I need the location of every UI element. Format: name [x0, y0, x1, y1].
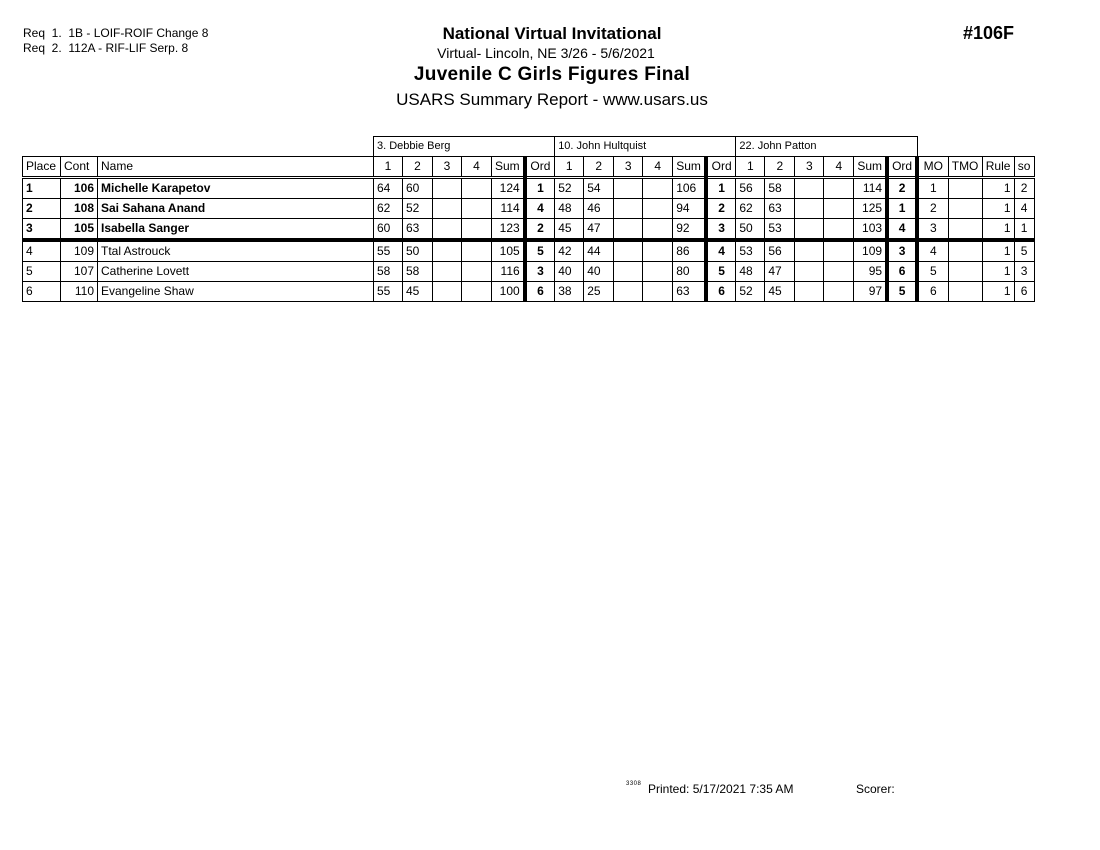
name-cell: Michelle Karapetov — [98, 178, 374, 199]
col-place: Place — [23, 157, 61, 178]
score-4-cell — [824, 178, 854, 199]
rule-cell: 1 — [982, 262, 1014, 282]
col-mo: MO — [917, 157, 948, 178]
col-so: so — [1014, 157, 1034, 178]
col-j1-ord: Ord — [525, 157, 555, 178]
cont-cell: 106 — [61, 178, 98, 199]
score-1-cell: 45 — [555, 219, 584, 241]
rule-cell: 1 — [982, 240, 1014, 262]
score-2-cell: 46 — [584, 199, 614, 219]
mo-cell: 2 — [917, 199, 948, 219]
score-4-cell — [462, 262, 492, 282]
place-cell: 4 — [23, 240, 61, 262]
score-2-cell: 47 — [584, 219, 614, 241]
judge-header-row — [23, 137, 1035, 157]
col-j2-ord: Ord — [706, 157, 736, 178]
table-row — [23, 199, 1035, 219]
col-j1-s2: 2 — [403, 157, 433, 178]
score-2-cell: 44 — [584, 240, 614, 262]
competition-title: National Virtual Invitational — [442, 24, 662, 43]
score-3-cell — [614, 178, 643, 199]
score-3-cell — [614, 219, 643, 241]
table-row — [23, 219, 1035, 241]
rule-cell: 1 — [982, 219, 1014, 241]
so-cell: 5 — [1014, 240, 1034, 262]
score-3-cell — [795, 199, 824, 219]
score-2-cell: 63 — [765, 199, 795, 219]
place-cell: 6 — [23, 282, 61, 302]
col-j2-s4: 4 — [643, 157, 673, 178]
cont-cell: 108 — [61, 199, 98, 219]
event-name: Juvenile C Girls Figures Final — [413, 64, 691, 85]
sum-cell: 100 — [492, 282, 525, 302]
requirement-2: Req 2. 112A - RIF-LIF Serp. 8 — [23, 41, 189, 55]
score-2-cell: 63 — [403, 219, 433, 241]
printed-timestamp: Printed: 5/17/2021 7:35 AM — [648, 782, 794, 796]
cont-cell: 110 — [61, 282, 98, 302]
mo-cell: 1 — [917, 178, 948, 199]
col-j3-s1: 1 — [736, 157, 765, 178]
col-j1-sum: Sum — [492, 157, 525, 178]
score-1-cell: 64 — [374, 178, 403, 199]
sum-cell: 97 — [854, 282, 887, 302]
name-cell: Ttal Astrouck — [98, 240, 374, 262]
tmo-cell — [948, 282, 982, 302]
score-2-cell: 54 — [584, 178, 614, 199]
score-3-cell — [614, 199, 643, 219]
ordinal-cell: 2 — [706, 199, 736, 219]
sum-cell: 92 — [673, 219, 706, 241]
ordinal-cell: 5 — [525, 240, 555, 262]
score-4-cell — [643, 262, 673, 282]
score-3-cell — [795, 282, 824, 302]
rule-cell: 1 — [982, 199, 1014, 219]
sum-cell: 116 — [492, 262, 525, 282]
col-cont: Cont — [61, 157, 98, 178]
judge-1-name: 3. Debbie Berg — [374, 137, 555, 157]
score-2-cell: 45 — [765, 282, 795, 302]
so-cell: 3 — [1014, 262, 1034, 282]
judge-2-name: 10. John Hultquist — [555, 137, 736, 157]
mo-cell: 5 — [917, 262, 948, 282]
place-cell: 1 — [23, 178, 61, 199]
tmo-cell — [948, 199, 982, 219]
ordinal-cell: 3 — [706, 219, 736, 241]
mo-cell: 3 — [917, 219, 948, 241]
score-4-cell — [824, 262, 854, 282]
judge-3-name: 22. John Patton — [736, 137, 917, 157]
col-name: Name — [98, 157, 374, 178]
col-tmo: TMO — [948, 157, 982, 178]
score-1-cell: 38 — [555, 282, 584, 302]
score-4-cell — [462, 199, 492, 219]
col-rule: Rule — [982, 157, 1014, 178]
score-4-cell — [824, 219, 854, 241]
score-2-cell: 52 — [403, 199, 433, 219]
col-j2-s1: 1 — [555, 157, 584, 178]
score-4-cell — [462, 219, 492, 241]
ordinal-cell: 1 — [887, 199, 917, 219]
score-4-cell — [824, 199, 854, 219]
ordinal-cell: 6 — [887, 262, 917, 282]
mo-cell: 4 — [917, 240, 948, 262]
ordinal-cell: 4 — [887, 219, 917, 241]
tmo-cell — [948, 178, 982, 199]
score-3-cell — [795, 240, 824, 262]
score-1-cell: 52 — [736, 282, 765, 302]
score-2-cell: 58 — [403, 262, 433, 282]
event-number: #106F — [963, 23, 1015, 43]
sum-cell: 103 — [854, 219, 887, 241]
col-j2-s2: 2 — [584, 157, 614, 178]
score-2-cell: 45 — [403, 282, 433, 302]
col-j1-s4: 4 — [462, 157, 492, 178]
name-cell: Catherine Lovett — [98, 262, 374, 282]
score-3-cell — [795, 178, 824, 199]
ordinal-cell: 6 — [706, 282, 736, 302]
sum-cell: 106 — [673, 178, 706, 199]
location-dates: Virtual- Lincoln, NE 3/26 - 5/6/2021 — [437, 45, 655, 61]
sum-cell: 105 — [492, 240, 525, 262]
score-2-cell: 60 — [403, 178, 433, 199]
name-cell: Evangeline Shaw — [98, 282, 374, 302]
place-cell: 2 — [23, 199, 61, 219]
score-1-cell: 40 — [555, 262, 584, 282]
score-3-cell — [614, 240, 643, 262]
score-4-cell — [643, 282, 673, 302]
score-4-cell — [462, 178, 492, 199]
score-4-cell — [643, 178, 673, 199]
score-1-cell: 56 — [736, 178, 765, 199]
sum-cell: 109 — [854, 240, 887, 262]
score-1-cell: 52 — [555, 178, 584, 199]
score-4-cell — [643, 219, 673, 241]
cont-cell: 109 — [61, 240, 98, 262]
place-cell: 5 — [23, 262, 61, 282]
ordinal-cell: 1 — [525, 178, 555, 199]
score-2-cell: 40 — [584, 262, 614, 282]
col-j2-sum: Sum — [673, 157, 706, 178]
sum-cell: 95 — [854, 262, 887, 282]
table-row — [23, 178, 1035, 199]
score-2-cell: 25 — [584, 282, 614, 302]
table-row — [23, 240, 1035, 262]
mo-cell: 6 — [917, 282, 948, 302]
sum-cell: 123 — [492, 219, 525, 241]
col-j1-s1: 1 — [374, 157, 403, 178]
scorer-label: Scorer: — [856, 782, 895, 796]
ordinal-cell: 2 — [887, 178, 917, 199]
results-table — [22, 136, 1035, 302]
score-1-cell: 48 — [736, 262, 765, 282]
score-2-cell: 47 — [765, 262, 795, 282]
score-3-cell — [614, 262, 643, 282]
ordinal-cell: 1 — [706, 178, 736, 199]
score-1-cell: 62 — [374, 199, 403, 219]
score-1-cell: 60 — [374, 219, 403, 241]
score-2-cell: 58 — [765, 178, 795, 199]
so-cell: 4 — [1014, 199, 1034, 219]
sum-cell: 124 — [492, 178, 525, 199]
col-j3-s3: 3 — [795, 157, 824, 178]
score-1-cell: 58 — [374, 262, 403, 282]
place-cell: 3 — [23, 219, 61, 241]
score-1-cell: 42 — [555, 240, 584, 262]
sum-cell: 114 — [492, 199, 525, 219]
sum-cell: 80 — [673, 262, 706, 282]
ordinal-cell: 5 — [706, 262, 736, 282]
tmo-cell — [948, 240, 982, 262]
score-2-cell: 53 — [765, 219, 795, 241]
score-4-cell — [643, 240, 673, 262]
score-2-cell: 56 — [765, 240, 795, 262]
col-j1-s3: 3 — [433, 157, 462, 178]
so-cell: 2 — [1014, 178, 1034, 199]
tmo-cell — [948, 219, 982, 241]
score-3-cell — [795, 262, 824, 282]
name-cell: Isabella Sanger — [98, 219, 374, 241]
requirement-1: Req 1. 1B - LOIF-ROIF Change 8 — [23, 26, 209, 40]
ordinal-cell: 5 — [887, 282, 917, 302]
rule-cell: 1 — [982, 282, 1014, 302]
tmo-cell — [948, 262, 982, 282]
rule-cell: 1 — [982, 178, 1014, 199]
score-1-cell: 55 — [374, 240, 403, 262]
score-4-cell — [643, 199, 673, 219]
score-3-cell — [614, 282, 643, 302]
sum-cell: 94 — [673, 199, 706, 219]
score-3-cell — [433, 262, 462, 282]
ordinal-cell: 4 — [706, 240, 736, 262]
score-4-cell — [462, 240, 492, 262]
ordinal-cell: 3 — [525, 262, 555, 282]
score-1-cell: 50 — [736, 219, 765, 241]
ordinal-cell: 2 — [525, 219, 555, 241]
cont-cell: 107 — [61, 262, 98, 282]
col-j2-s3: 3 — [614, 157, 643, 178]
col-j3-s4: 4 — [824, 157, 854, 178]
table-row — [23, 282, 1035, 302]
score-3-cell — [433, 199, 462, 219]
score-4-cell — [462, 282, 492, 302]
table-row — [23, 262, 1035, 282]
score-2-cell: 50 — [403, 240, 433, 262]
col-j3-s2: 2 — [765, 157, 795, 178]
score-1-cell: 55 — [374, 282, 403, 302]
sum-cell: 86 — [673, 240, 706, 262]
sum-cell: 125 — [854, 199, 887, 219]
col-j3-ord: Ord — [887, 157, 917, 178]
col-j3-sum: Sum — [854, 157, 887, 178]
report-title: USARS Summary Report - www.usars.us — [396, 90, 708, 109]
name-cell: Sai Sahana Anand — [98, 199, 374, 219]
cont-cell: 105 — [61, 219, 98, 241]
score-1-cell: 62 — [736, 199, 765, 219]
column-header-row — [23, 157, 1035, 178]
score-3-cell — [433, 219, 462, 241]
report-code: 3308 — [626, 781, 642, 787]
score-4-cell — [824, 240, 854, 262]
score-3-cell — [433, 282, 462, 302]
score-3-cell — [433, 178, 462, 199]
ordinal-cell: 3 — [887, 240, 917, 262]
score-3-cell — [795, 219, 824, 241]
score-3-cell — [433, 240, 462, 262]
so-cell: 6 — [1014, 282, 1034, 302]
score-1-cell: 48 — [555, 199, 584, 219]
score-1-cell: 53 — [736, 240, 765, 262]
sum-cell: 114 — [854, 178, 887, 199]
sum-cell: 63 — [673, 282, 706, 302]
score-4-cell — [824, 282, 854, 302]
ordinal-cell: 4 — [525, 199, 555, 219]
ordinal-cell: 6 — [525, 282, 555, 302]
so-cell: 1 — [1014, 219, 1034, 241]
